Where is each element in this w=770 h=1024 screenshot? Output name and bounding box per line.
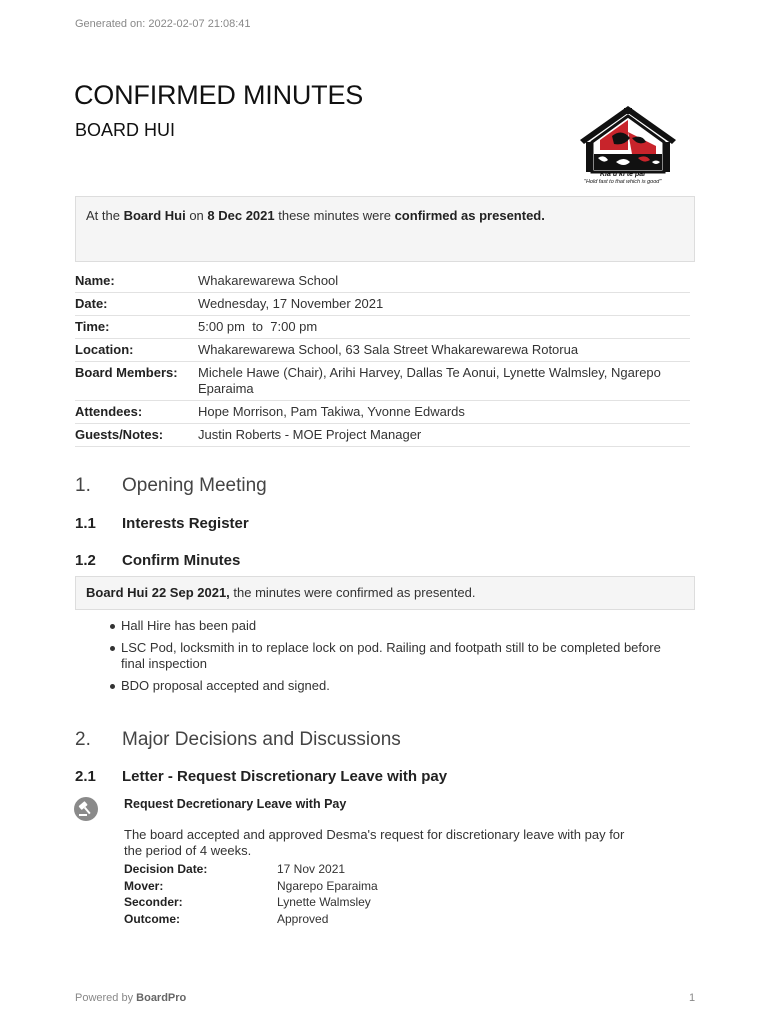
info-value: Justin Roberts - MOE Project Manager xyxy=(198,427,422,442)
page-title: CONFIRMED MINUTES xyxy=(74,80,364,110)
decision-text: The board accepted and approved Desma's request for discretionary leave with pay for the period of 4 weeks. xyxy=(124,827,625,858)
page-number: 1 xyxy=(689,992,696,1004)
list-item: Hall Hire has been paid xyxy=(108,618,678,634)
info-key: Attendees: xyxy=(75,404,143,419)
confirmation-box xyxy=(75,196,695,262)
subsection-title: Confirm Minutes xyxy=(122,552,241,569)
confirmation-on: on xyxy=(185,208,208,223)
info-row-location xyxy=(75,339,690,362)
page-subtitle: BOARD HUI xyxy=(75,120,176,140)
decision-field-value: 17 Nov 2021 xyxy=(277,862,346,876)
decision-field-row xyxy=(124,912,378,929)
subsection-number: 1.1 xyxy=(75,515,96,532)
list-item: BDO proposal accepted and signed. xyxy=(108,678,678,694)
logo-motto: "Hold fast to that which is good" xyxy=(584,179,662,185)
previous-meeting: Board Hui 22 Sep 2021, xyxy=(86,585,230,600)
info-value: Whakarewarewa School xyxy=(198,273,339,288)
confirmation-date: 8 Dec 2021 xyxy=(207,208,275,223)
info-value: Hope Morrison, Pam Takiwa, Yvonne Edwards xyxy=(198,404,465,419)
logo-caption: Kia u ki te pai xyxy=(600,171,646,178)
powered-by xyxy=(75,992,186,1004)
minutes-bullet-list xyxy=(108,618,678,700)
subsection-number: 1.2 xyxy=(75,552,96,569)
info-row-guests xyxy=(75,424,690,447)
powered-brand-link[interactable]: BoardPro xyxy=(136,992,187,1004)
decision-field-value: Approved xyxy=(277,911,329,926)
list-item: LSC Pod, locksmith in to replace lock on pod. Railing and footpath still to be completed before final inspection xyxy=(108,640,678,672)
info-row-date xyxy=(75,293,690,316)
decision-field-key: Decision Date: xyxy=(124,862,208,876)
info-value: Wednesday, 17 November 2021 xyxy=(198,296,384,311)
section-number: 1. xyxy=(75,475,91,496)
decision-fields xyxy=(124,862,378,928)
info-key: Date: xyxy=(75,296,108,311)
decision-title: Request Decretionary Leave with Pay xyxy=(124,797,347,811)
info-key: Board Members: xyxy=(75,365,178,380)
info-key: Name: xyxy=(75,273,115,288)
decision-field-value: Ngarepo Eparaima xyxy=(277,878,378,893)
previous-text: the minutes were confirmed as presented. xyxy=(229,585,476,600)
gavel-icon xyxy=(74,797,98,821)
info-row-attendees xyxy=(75,401,690,424)
info-key: Guests/Notes: xyxy=(75,427,164,442)
decision-field-value: Lynette Walmsley xyxy=(277,895,371,909)
decision-field-row xyxy=(124,879,378,896)
section-number: 2. xyxy=(75,729,91,750)
subsection-title: Interests Register xyxy=(122,515,249,532)
info-key: Time: xyxy=(75,319,110,334)
powered-prefix: Powered by xyxy=(75,992,137,1004)
confirmation-middle: these minutes were xyxy=(274,208,395,223)
section-title: Opening Meeting xyxy=(122,475,267,496)
confirmation-prefix: At the xyxy=(86,208,124,223)
subsection-number: 2.1 xyxy=(75,768,96,785)
decision-field-key: Mover: xyxy=(124,878,164,893)
decision-field-key: Seconder: xyxy=(124,895,183,909)
info-key: Location: xyxy=(75,342,134,357)
info-row-board-members xyxy=(75,362,690,401)
info-row-time xyxy=(75,316,690,339)
decision-field-key: Outcome: xyxy=(124,911,181,926)
meeting-info-table xyxy=(75,270,690,447)
subsection-title: Letter - Request Discretionary Leave with pay xyxy=(122,768,448,785)
confirmation-meeting: Board Hui xyxy=(123,208,186,223)
decision-field-row xyxy=(124,862,378,879)
decision-field-row xyxy=(124,895,378,912)
previous-minutes-box xyxy=(75,576,695,610)
info-value: Michele Hawe (Chair), Arihi Harvey, Dallas Te Aonui, Lynette Walmsley, Ngarepo Eparaima xyxy=(198,365,661,396)
info-value: Whakarewarewa School, 63 Sala Street Whakarewarewa Rotorua xyxy=(198,342,579,357)
section-title: Major Decisions and Discussions xyxy=(122,729,401,750)
confirmation-status: confirmed as presented. xyxy=(394,208,545,223)
generated-timestamp: Generated on: 2022-02-07 21:08:41 xyxy=(75,18,251,30)
info-row-name xyxy=(75,270,690,293)
info-value: 5:00 pm to 7:00 pm xyxy=(198,319,318,334)
